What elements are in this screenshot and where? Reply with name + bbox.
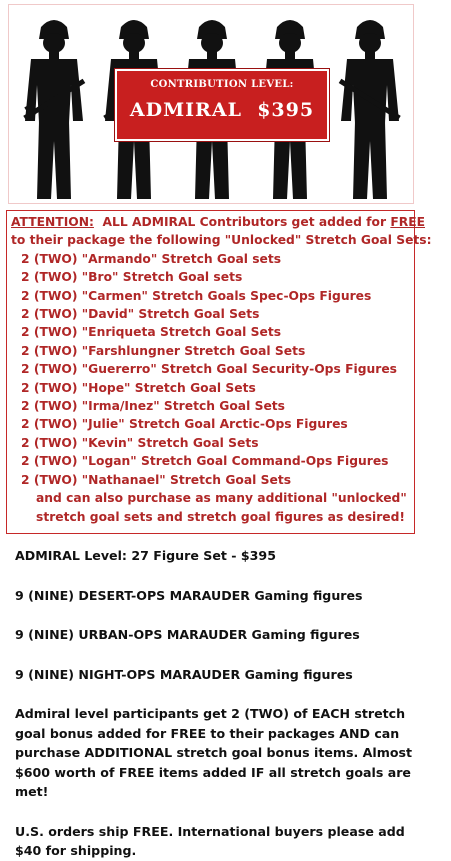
plaque-rank-price [117, 99, 327, 121]
stretch-goal-list [11, 250, 414, 489]
bonus-paragraph: Admiral level participants get 2 (TWO) of EACH stretch goal bonus added for FREE to their packages AND can purchase ADDITIONAL stretch goal bonus items. Almost $600 worth of FREE items added IF all stretch goals are met! [15, 706, 413, 799]
list-item: 2 (TWO) "Enriqueta Stretch Goal Sets [21, 325, 282, 340]
attention-lead: ATTENTION: [11, 215, 94, 229]
list-item: 2 (TWO) "Julie" Stretch Goal Arctic-Ops Figures [21, 417, 348, 432]
night-ops-line: 9 (NINE) NIGHT-OPS MARAUDER Gaming figures [15, 666, 353, 682]
list-item: 2 (TWO) "Nathanael" Stretch Goal Sets [21, 472, 292, 487]
urban-ops-line: 9 (NINE) URBAN-OPS MARAUDER Gaming figures [15, 627, 360, 642]
plaque-rank: ADMIRAL [129, 99, 242, 121]
attention-box [6, 210, 432, 534]
closing-line-1: and can also purchase as many additional "unlocked" [36, 491, 407, 506]
list-item: 2 (TWO) "David" Stretch Goal Sets [21, 307, 260, 322]
plaque-price: $395 [257, 99, 315, 121]
list-item: 2 (TWO) "Logan" Stretch Goal Command-Ops Figures [21, 454, 389, 469]
list-item: 2 (TWO) "Farshlungner Stretch Goal Sets [21, 343, 306, 358]
level-line: ADMIRAL Level: 27 Figure Set - $395 [15, 548, 276, 563]
attention-line1: ALL ADMIRAL Contributors get added for [93, 215, 391, 229]
contribution-plaque [115, 69, 329, 141]
list-item: 2 (TWO) "Armando" Stretch Goal sets [21, 251, 282, 266]
list-item: 2 (TWO) "Hope" Stretch Goal Sets [21, 380, 256, 395]
list-item: 2 (TWO) "Guererro" Stretch Goal Security-Ops Figures [21, 362, 397, 377]
free-label: FREE [390, 215, 425, 229]
soldier-silhouette-icon [335, 13, 405, 203]
contribution-level-banner [8, 4, 414, 204]
list-item: 2 (TWO) "Bro" Stretch Goal sets [21, 270, 243, 285]
list-item: 2 (TWO) "Irma/Inez" Stretch Goal Sets [21, 399, 285, 414]
list-item: 2 (TWO) "Carmen" Stretch Goals Spec-Ops Figures [21, 288, 372, 303]
soldier-silhouette-icon [19, 13, 89, 203]
shipping-paragraph: U.S. orders ship FREE. International buyers please add $40 for shipping. [15, 823, 405, 858]
attention-line2: to their package the following "Unlocked" Stretch Goal Sets: [11, 233, 432, 248]
closing-line-2: stretch goal sets and stretch goal figures as desired! [36, 509, 406, 524]
desert-ops-line: 9 (NINE) DESERT-OPS MARAUDER Gaming figures [15, 587, 363, 603]
level-details [15, 546, 435, 861]
contribution-level-label: CONTRIBUTION LEVEL: [150, 79, 294, 90]
list-item: 2 (TWO) "Kevin" Stretch Goal Sets [21, 435, 259, 450]
attention-header [11, 213, 425, 231]
